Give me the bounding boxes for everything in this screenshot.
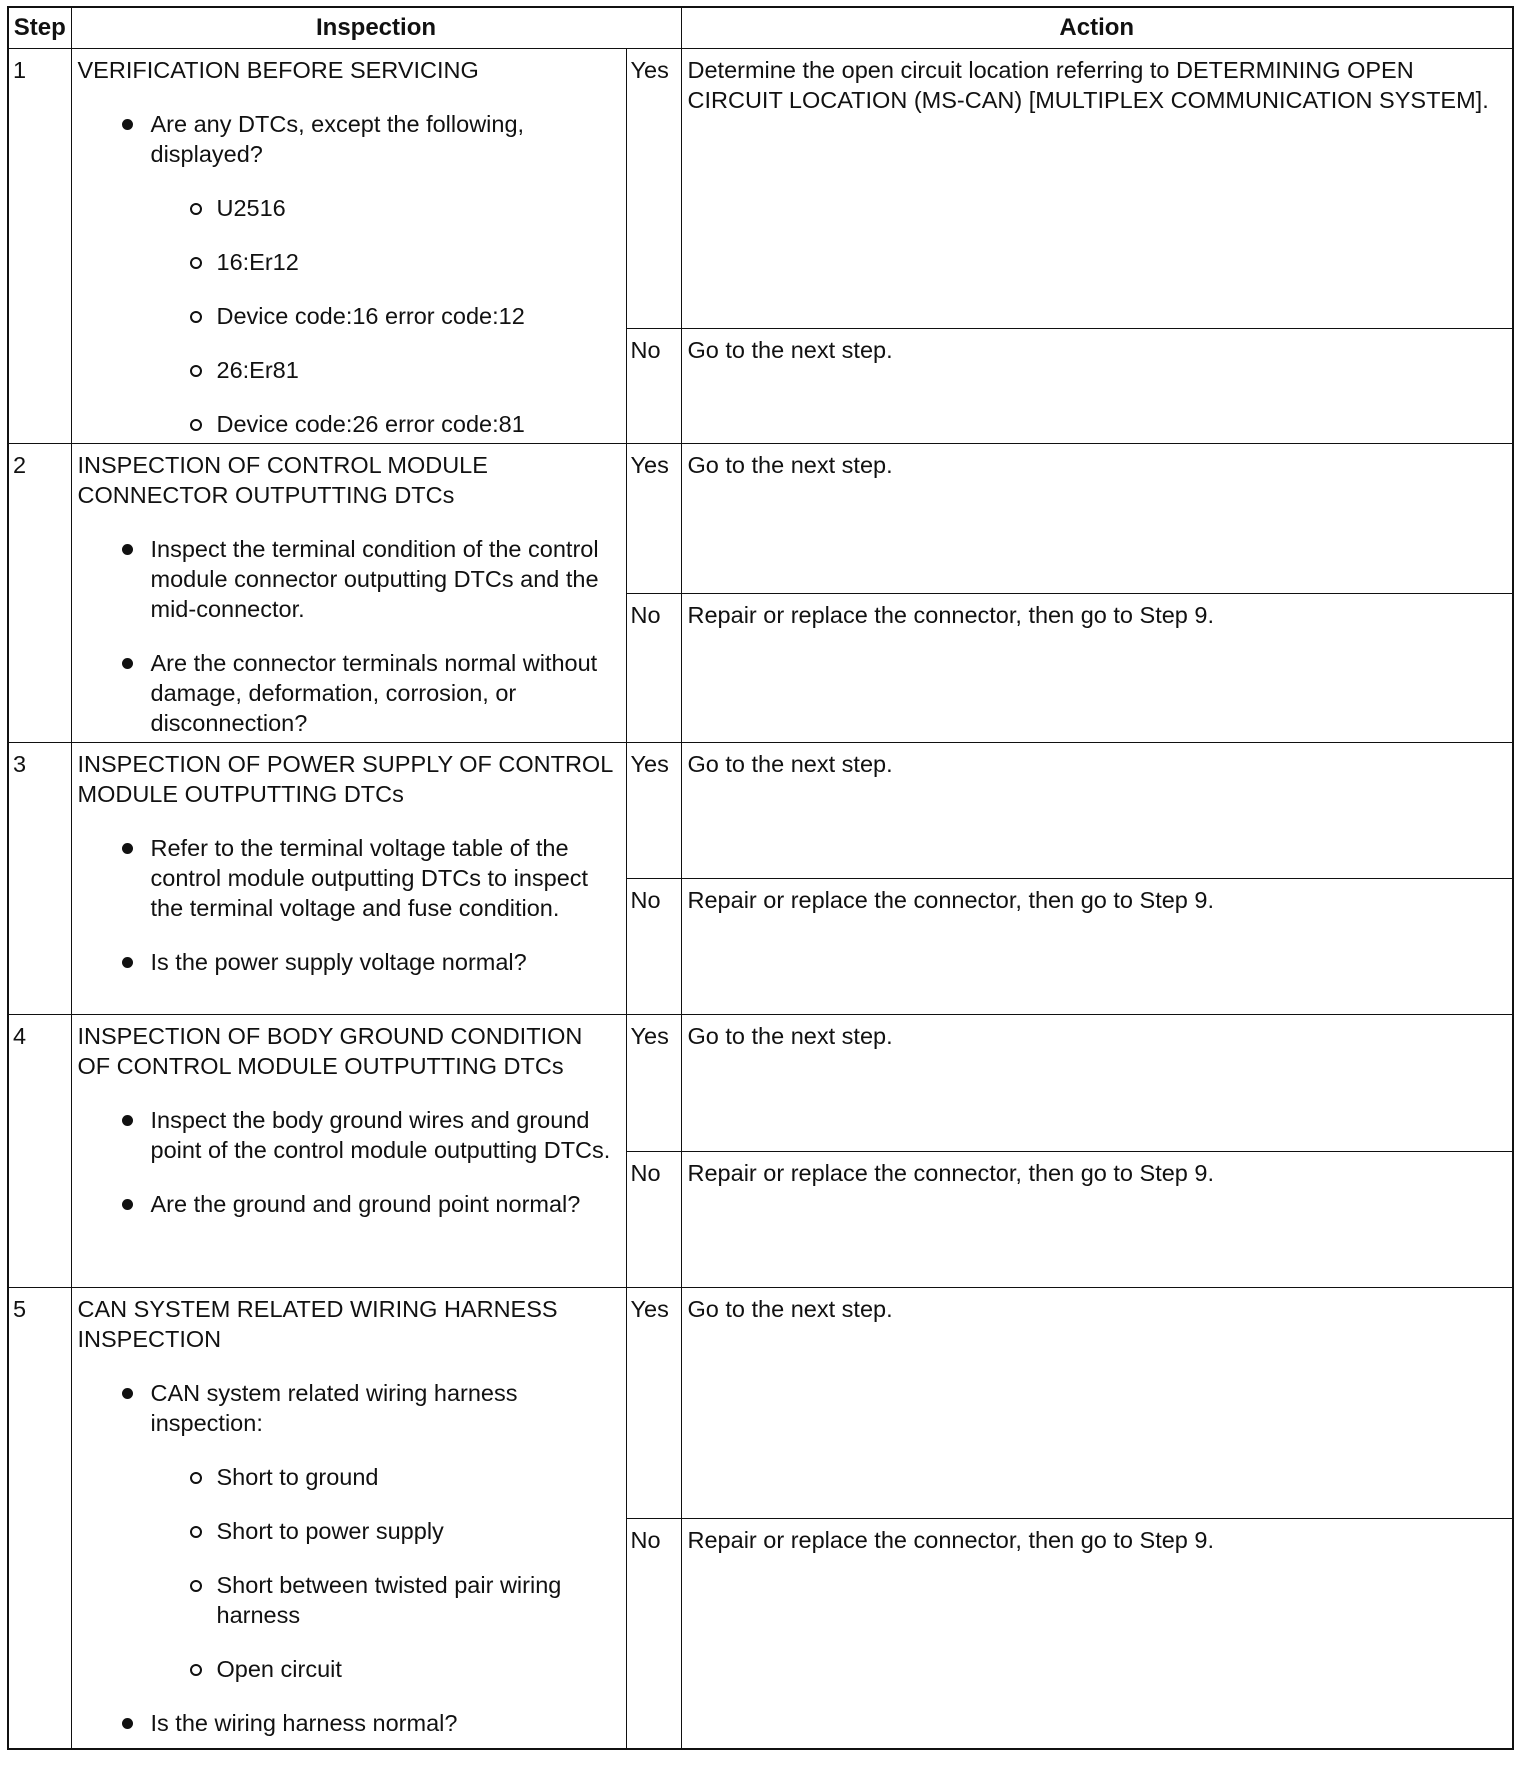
header-action: Action bbox=[681, 7, 1513, 49]
bullet-list bbox=[78, 833, 620, 977]
no-label: No bbox=[626, 1152, 681, 1288]
bullet-text: CAN system related wiring harness inspection: bbox=[150, 1380, 518, 1436]
no-label: No bbox=[626, 879, 681, 1015]
yes-action: Go to the next step. bbox=[681, 444, 1513, 594]
no-action: Repair or replace the connector, then go to Step 9. bbox=[681, 1519, 1513, 1749]
bullet-item bbox=[78, 1378, 620, 1684]
table-header-row bbox=[8, 7, 1513, 49]
bullet-item: Inspect the terminal condition of the control module connector outputting DTCs and the mid-connector. bbox=[78, 534, 620, 624]
bullet-item: Is the wiring harness normal? bbox=[78, 1708, 620, 1738]
step-title: INSPECTION OF CONTROL MODULE CONNECTOR OUTPUTTING DTCs bbox=[77, 452, 488, 508]
step-number: 5 bbox=[8, 1288, 71, 1749]
bullet-item bbox=[78, 109, 620, 439]
bullet-item: Are the ground and ground point normal? bbox=[78, 1189, 620, 1219]
yes-action: Determine the open circuit location referring to DETERMINING OPEN CIRCUIT LOCATION (MS-CAN) [MULTIPLEX COMMUNICATION SYSTEM]. bbox=[681, 49, 1513, 329]
sub-item: Open circuit bbox=[151, 1654, 620, 1684]
sub-item: Short to power supply bbox=[151, 1516, 620, 1546]
inspection-cell bbox=[71, 49, 626, 444]
sub-list bbox=[151, 1462, 620, 1684]
step-number: 4 bbox=[8, 1015, 71, 1288]
bullet-item: Is the power supply voltage normal? bbox=[78, 947, 620, 977]
sub-item: Device code:26 error code:81 bbox=[151, 409, 620, 439]
step-row-yes bbox=[8, 743, 1513, 879]
bullet-list bbox=[78, 109, 620, 439]
yes-label: Yes bbox=[626, 1288, 681, 1519]
no-action: Repair or replace the connector, then go to Step 9. bbox=[681, 594, 1513, 743]
inspection-cell bbox=[71, 1288, 626, 1749]
sub-item: 26:Er81 bbox=[151, 355, 620, 385]
sub-item: Short to ground bbox=[151, 1462, 620, 1492]
sub-item: U2516 bbox=[151, 193, 620, 223]
yes-action: Go to the next step. bbox=[681, 1288, 1513, 1519]
step-title: INSPECTION OF BODY GROUND CONDITION OF CONTROL MODULE OUTPUTTING DTCs bbox=[77, 1023, 583, 1079]
bullet-text: Are any DTCs, except the following, displayed? bbox=[150, 111, 525, 167]
step-title: INSPECTION OF POWER SUPPLY OF CONTROL MODULE OUTPUTTING DTCs bbox=[77, 751, 613, 807]
no-label: No bbox=[626, 1519, 681, 1749]
step-title: VERIFICATION BEFORE SERVICING bbox=[77, 57, 479, 83]
no-action: Go to the next step. bbox=[681, 328, 1513, 443]
step-row-yes bbox=[8, 1015, 1513, 1152]
step-number: 3 bbox=[8, 743, 71, 1015]
step-row-yes bbox=[8, 1288, 1513, 1519]
yes-label: Yes bbox=[626, 444, 681, 594]
no-label: No bbox=[626, 594, 681, 743]
yes-label: Yes bbox=[626, 743, 681, 879]
yes-label: Yes bbox=[626, 1015, 681, 1152]
sub-item: Device code:16 error code:12 bbox=[151, 301, 620, 331]
step-number: 1 bbox=[8, 49, 71, 444]
step-row-yes bbox=[8, 444, 1513, 594]
yes-action: Go to the next step. bbox=[681, 743, 1513, 879]
sub-item: Short between twisted pair wiring harness bbox=[151, 1570, 620, 1630]
yes-label: Yes bbox=[626, 49, 681, 329]
step-title: CAN SYSTEM RELATED WIRING HARNESS INSPECTION bbox=[77, 1296, 558, 1352]
bullet-item: Inspect the body ground wires and ground point of the control module outputting DTCs. bbox=[78, 1105, 620, 1165]
bullet-list bbox=[78, 1378, 620, 1738]
bullet-item: Refer to the terminal voltage table of the control module outputting DTCs to inspect the terminal voltage and fuse condition. bbox=[78, 833, 620, 923]
yes-action: Go to the next step. bbox=[681, 1015, 1513, 1152]
header-step: Step bbox=[8, 7, 71, 49]
inspection-cell bbox=[71, 743, 626, 1015]
bullet-list bbox=[78, 1105, 620, 1219]
sub-list bbox=[151, 193, 620, 439]
no-action: Repair or replace the connector, then go to Step 9. bbox=[681, 1152, 1513, 1288]
procedure-page bbox=[7, 6, 1512, 1750]
header-inspection: Inspection bbox=[71, 7, 681, 49]
diagnostic-procedure-table bbox=[7, 6, 1514, 1750]
sub-item: 16:Er12 bbox=[151, 247, 620, 277]
bullet-item: Are the connector terminals normal without damage, deformation, corrosion, or disconnection? bbox=[78, 648, 620, 738]
inspection-cell bbox=[71, 1015, 626, 1288]
step-number: 2 bbox=[8, 444, 71, 743]
inspection-cell bbox=[71, 444, 626, 743]
no-label: No bbox=[626, 328, 681, 443]
step-row-yes bbox=[8, 49, 1513, 329]
bullet-list bbox=[78, 534, 620, 738]
no-action: Repair or replace the connector, then go to Step 9. bbox=[681, 879, 1513, 1015]
